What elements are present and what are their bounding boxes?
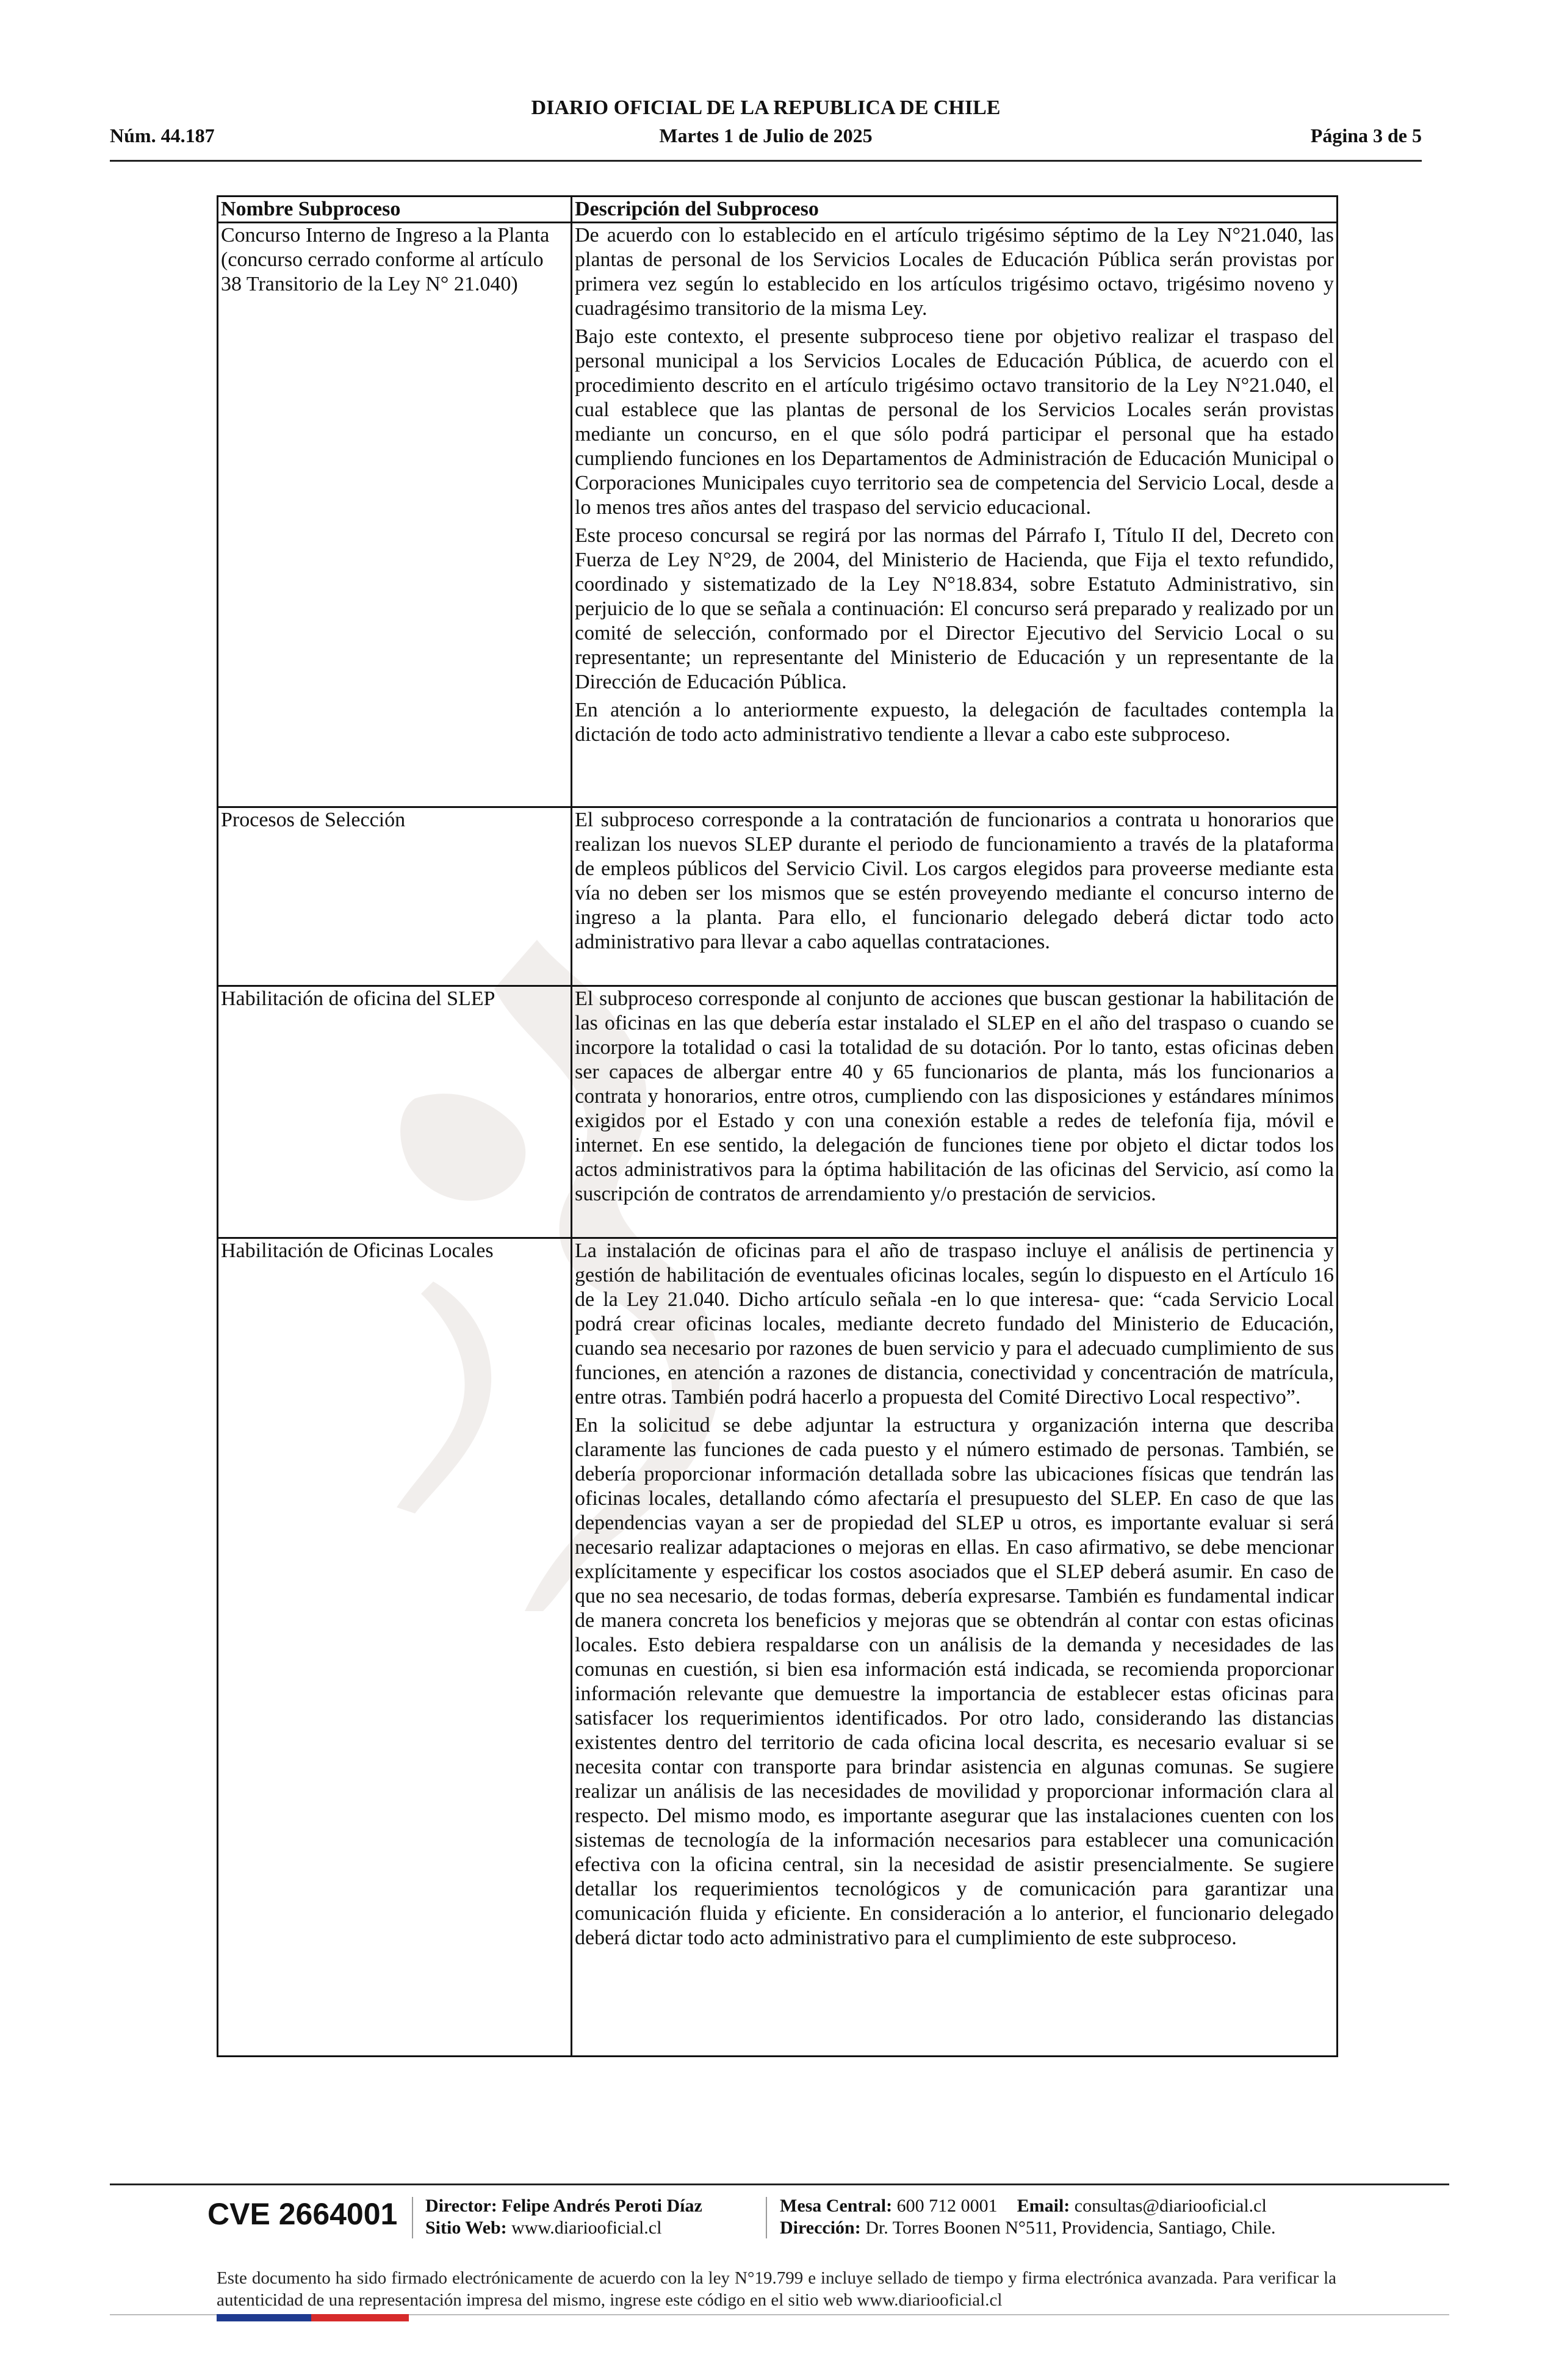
- description-paragraph: La instalación de oficinas para el año de traspaso incluye el análisis de pertinencia y gestión de habilitación de eventuales oficinas locales, según lo dispuesto en el Artículo 16 de la Ley 21.040. Dicho artículo señala -en lo que interesa- que: “cada Servicio Local podrá crear oficinas locales, mediante decreto fundado del Ministerio de Educación, cuando sea necesario por razones de buen servicio y para el adecuado cumplimiento de sus funciones, en atención a razones de distancia, conectividad y concentración de matrícula, entre otras. También podrá hacerlo a propuesta del Comité Directivo Local respectivo”.: [575, 1239, 1334, 1408]
- legal-notice: Este documento ha sido firmado electrónicamente de acuerdo con la ley N°19.799 e incluye sellado de tiempo y firma electrónica avanzada. Para verificar la autenticidad de una representación impresa del mismo, ingrese este código en el sitio web www.diariooficial.cl: [217, 2268, 1336, 2310]
- subprocess-description: [572, 223, 1338, 807]
- email-link[interactable]: consultas@diariooficial.cl: [1074, 2196, 1267, 2216]
- column-header-description: Descripción del Subproceso: [572, 197, 1338, 223]
- flag-stripe-blue: [217, 2314, 311, 2321]
- site-line: [425, 2217, 702, 2239]
- subprocess-description: [572, 1238, 1338, 2057]
- address-line: [780, 2217, 1276, 2239]
- address-text: Dr. Torres Boonen N°511, Providencia, Santiago, Chile.: [865, 2218, 1276, 2238]
- table-row: [218, 223, 1338, 807]
- description-paragraph: El subproceso corresponde a la contratación de funcionarios a contrata u honorarios que realizan los nuevos SLEP durante el periodo de funcionamiento a través de la plataforma de empleos públicos del Servicio Civil. Los cargos elegidos para proveerse mediante esta vía no deben ser los mismos que se estén proveyendo mediante el concurso interno de ingreso a la planta. Para ello, el funcionario delegado deberá dictar todo acto administrativo para llevar a cabo aquellas contrataciones.: [575, 809, 1334, 953]
- flag-stripe-red: [311, 2314, 409, 2321]
- email-label: Email:: [1017, 2196, 1070, 2216]
- subprocess-description: [572, 986, 1338, 1238]
- subprocess-description: [572, 807, 1338, 986]
- subprocess-name: Concurso Interno de Ingreso a la Planta (concurso cerrado conforme al artículo 38 Transitorio de la Ley N° 21.040): [218, 223, 572, 807]
- director-name: Felipe Andrés Peroti Díaz: [502, 2196, 702, 2216]
- page-header: [110, 93, 1422, 162]
- description-paragraph: De acuerdo con lo establecido en el artículo trigésimo séptimo de la Ley N°21.040, las plantas de personal de los Servicios Locales de Educación Pública serán provistas por primera vez según lo establecido en los artículos trigésimo octavo, trigésimo noveno y cuadragésimo transitorio de la misma Ley.: [575, 224, 1334, 320]
- subprocess-name: Habilitación de oficina del SLEP: [218, 986, 572, 1238]
- description-paragraph: En la solicitud se debe adjuntar la estructura y organización interna que describa claramente las funciones de cada puesto y el número estimado de personas. También, se debería proporcionar información detallada sobre las ubicaciones físicas que tendrán las oficinas locales, detallando cómo afectaría el presupuesto del SLEP. En caso de que las dependencias vayan a ser de propiedad del SLEP u otros, es importante evaluar si será necesario realizar adaptaciones o mejoras en ellas. En caso afirmativo, se debe mencionar explícitamente y especificar los costos asociados que el SLEP deberá asumir. En caso de que no sea necesario, de todas formas, debería expresarse. También es fundamental indicar de manera concreta los beneficios y mejoras que se obtendrán al contar con estas oficinas locales. Esto debiera respaldarse con un análisis de la demanda y necesidades de las comunas en cuestión, si bien esa información está indicada, se recomienda proporcionar información relevante que demuestre la importancia de establecer estas oficinas para satisfacer los requerimientos identificados. Por otro lado, considerando las distancias existentes dentro del territorio de cada oficina local descrita, es necesario evaluar si se necesita contar con transporte para brindar asistencia en algunas comunas. Se sugiere realizar un análisis de las necesidades de movilidad y proporcionar información clara al respecto. Del mismo modo, es importante asegurar que las instalaciones cuenten con los sistemas de tecnología de la información necesarios para establecer una comunicación efectiva con la oficina central, sin la necesidad de asistir presencialmente. Se sugiere detallar los requerimientos tecnológicos y de comunicación para garantizar una comunicación fluida y eficiente. En consideración a lo anterior, el funcionario delegado deberá dictar todo acto administrativo para el cumplimiento de este subproceso.: [575, 1414, 1334, 1949]
- page-number: Página 3 de 5: [1310, 124, 1422, 146]
- director-label: Director:: [425, 2196, 497, 2216]
- footer-divider: [110, 2183, 1449, 2185]
- table-row: [218, 986, 1338, 1238]
- cve-code: CVE 2664001: [207, 2197, 398, 2231]
- footer-separator: [766, 2197, 767, 2238]
- description-paragraph: En atención a lo anteriormente expuesto, la delegación de facultades contempla la dictación de todo acto administrativo tendiente a llevar a cabo este subproceso.: [575, 699, 1334, 746]
- footer-separator: [412, 2197, 413, 2238]
- newspaper-title: DIARIO OFICIAL DE LA REPUBLICA DE CHILE: [531, 96, 1001, 119]
- description-paragraph: El subproceso corresponde al conjunto de acciones que buscan gestionar la habilitación de las oficinas en las que debería estar instalado el SLEP en el año del traspaso o cuando se incorpore la totalidad o casi la totalidad de su dotación. Por lo tanto, estas oficinas deben ser capaces de albergar entre 40 y 65 funcionarios de planta, más los funcionarios a contrata y honorarios, entre otros, cumpliendo con las disposiciones y estándares mínimos exigidos por el Estado y con una conexión estable a redes de telefonía fija, móvil e internet. En ese sentido, la delegación de funciones tiene por objeto el dictar todos los actos administrativos para la óptima habilitación de las oficinas del Servicio, así como la suscripción de contratos de arrendamiento y/o prestación de servicios.: [575, 987, 1334, 1205]
- phone-label: Mesa Central:: [780, 2196, 893, 2216]
- column-header-name: Nombre Subproceso: [218, 197, 572, 223]
- phone-number: 600 712 0001: [896, 2196, 998, 2216]
- subprocess-table: [217, 195, 1338, 2057]
- issue-date: Martes 1 de Julio de 2025: [659, 124, 873, 146]
- contact-line: [780, 2195, 1276, 2217]
- table-row: [218, 807, 1338, 986]
- subprocess-name: Habilitación de Oficinas Locales: [218, 1238, 572, 2057]
- description-paragraph: Este proceso concursal se regirá por las normas del Párrafo I, Título II del, Decreto con Fuerza de Ley N°29, de 2004, del Ministerio de Hacienda, que Fija el texto refundido, coordinado y sistematizado de la Ley N°18.834, sobre Estatuto Administrativo, sin perjuicio de lo que se señala a continuación: El concurso será preparado y realizado por un comité de selección, conformado por el Director Ejecutivo del Servicio Local o su representante; un representante del Ministerio de Educación y un representante de la Dirección de Educación Pública.: [575, 524, 1334, 693]
- description-paragraph: Bajo este contexto, el presente subproceso tiene por objetivo realizar el traspaso del personal municipal a los Servicios Locales de Educación Pública, de acuerdo con el procedimiento descrito en el artículo trigésimo octavo transitorio de la Ley N°21.040, el cual establece que las plantas de personal de los Servicios Locales serán provistas mediante un concurso, en el que sólo podrá participar el personal que ha estado cumpliendo funciones en los Departamentos de Administración de Educación Municipal o Corporaciones Municipales cuyo territorio sea de competencia del Servicio Local, desde a lo menos tres años antes del traspaso del servicio educacional.: [575, 325, 1334, 519]
- footer-contact-block: [780, 2195, 1276, 2239]
- subprocess-name: Procesos de Selección: [218, 807, 572, 986]
- footer-director-block: [425, 2195, 702, 2239]
- address-label: Dirección:: [780, 2218, 861, 2238]
- table-row: [218, 1238, 1338, 2057]
- site-link[interactable]: www.diariooficial.cl: [511, 2218, 662, 2238]
- director-line: [425, 2195, 702, 2217]
- site-label: Sitio Web:: [425, 2218, 507, 2238]
- table-header-row: [218, 197, 1338, 223]
- issue-number: Núm. 44.187: [110, 124, 215, 146]
